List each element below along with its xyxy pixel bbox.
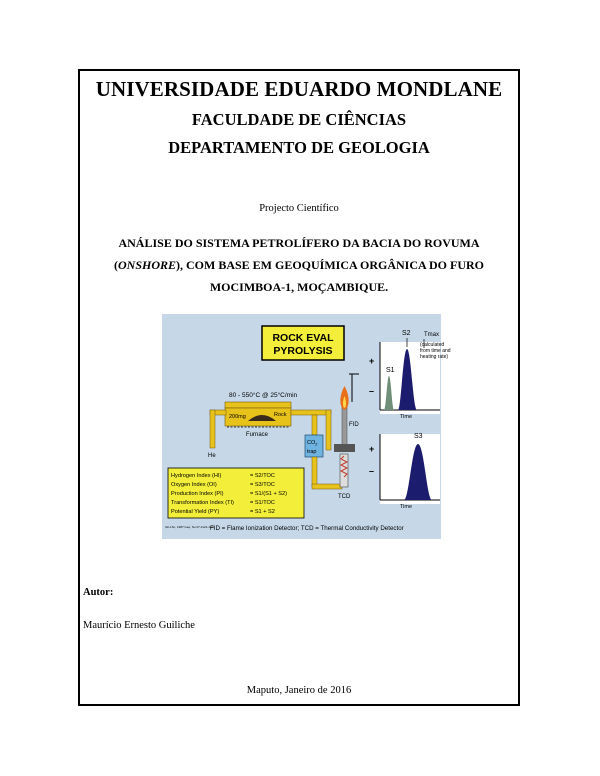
author-label: Autor: <box>83 587 114 598</box>
index-formula-0: = S2/TOC <box>250 473 275 479</box>
tmax-label: Tmax <box>424 332 439 338</box>
rock-eval-figure <box>162 314 451 539</box>
fid-minus: – <box>369 386 375 396</box>
fid-burner-tube <box>342 404 347 446</box>
index-name-2: Production Index (PI) <box>171 491 224 497</box>
rock-label: Rock <box>274 412 287 418</box>
fid-riser-pipe <box>326 410 331 450</box>
fid-plus: + <box>369 356 375 366</box>
place-date: Maputo, Janeiro de 2016 <box>246 685 352 696</box>
temp-program: 80 - 550°C @ 25°C/min <box>229 392 298 399</box>
fid-label: FID <box>349 422 359 428</box>
he-inlet-vertical <box>210 410 215 448</box>
tcd-plus: + <box>369 444 375 454</box>
department-name: DEPARTAMENTO DE GEOLOGIA <box>168 138 430 157</box>
corner-note: IGI-LSL, 1987 Geq. No 07-1121-1(w) <box>165 525 215 529</box>
thesis-title <box>80 232 518 298</box>
tcd-minus: – <box>369 466 375 476</box>
co2-label: CO <box>307 440 316 446</box>
author-name: Maurício Ernesto Guiliche <box>83 620 195 631</box>
title-line-2-rest: ), COM BASE EM GEOQUÍMICA ORGÂNICA DO FURO <box>176 258 485 272</box>
title-line-3: MOCIMBOA-1, MOÇAMBIQUE. <box>209 280 389 294</box>
s1-label: S1 <box>386 367 395 374</box>
project-type: Projecto Científico <box>259 203 339 214</box>
title-open-paren: ( <box>113 258 118 272</box>
outlet-pipe <box>291 410 331 415</box>
s2-label: S2 <box>402 330 411 337</box>
index-name-0: Hydrogen Index (HI) <box>171 473 222 479</box>
index-formula-2: = S1/(S1 + S2) <box>250 491 288 497</box>
co2-subscript: 2 <box>315 441 318 447</box>
cover-frame <box>78 69 520 706</box>
furnace-label: Furnace <box>246 432 269 438</box>
figure-title-line-1: ROCK EVAL <box>272 332 334 344</box>
tcd-feed-pipe <box>312 457 317 487</box>
index-name-4: Potential Yield (PY) <box>171 509 220 515</box>
tcd-horizontal-pipe <box>312 484 342 489</box>
furnace-top-pipe <box>225 402 291 408</box>
index-name-1: Oxygen Index (OI) <box>171 482 217 488</box>
fid-burner-base <box>334 444 355 452</box>
co2-trap-label <box>307 440 318 447</box>
title-onshore: ONSHORE <box>117 258 176 272</box>
tmax-note-2: from time and <box>420 348 451 354</box>
figure-caption: FID = Flame Ionization Detector; TCD = Thermal Conductivity Detector <box>210 525 404 532</box>
index-formula-3: = S1/TOC <box>250 500 275 506</box>
tcd-label: TCD <box>338 494 351 500</box>
figure-title-line-2: PYROLYSIS <box>273 345 333 357</box>
trap-feed-pipe <box>312 415 317 435</box>
trap-label: trap <box>307 449 317 455</box>
title-line-2 <box>100 254 498 276</box>
sample-mass: 200mg <box>229 414 246 420</box>
university-name: UNIVERSIDADE EDUARDO MONDLANE <box>95 77 503 101</box>
s3-label: S3 <box>414 433 423 440</box>
index-name-3: Transformation Index (TI) <box>171 500 234 506</box>
faculty-name: FACULDADE DE CIÊNCIAS <box>191 110 407 129</box>
tcd-time-label: Time <box>400 504 413 510</box>
he-label: He <box>208 453 216 459</box>
index-formula-4: = S1 + S2 <box>250 509 275 515</box>
tmax-note-1: (calculated <box>420 342 445 348</box>
fid-time-label: Time <box>400 414 413 420</box>
tmax-note-3: heating rate) <box>420 354 449 360</box>
index-formula-1: = S3/TOC <box>250 482 275 488</box>
title-line-1: ANÁLISE DO SISTEMA PETROLÍFERO DA BACIA DO ROVUMA <box>118 236 480 250</box>
